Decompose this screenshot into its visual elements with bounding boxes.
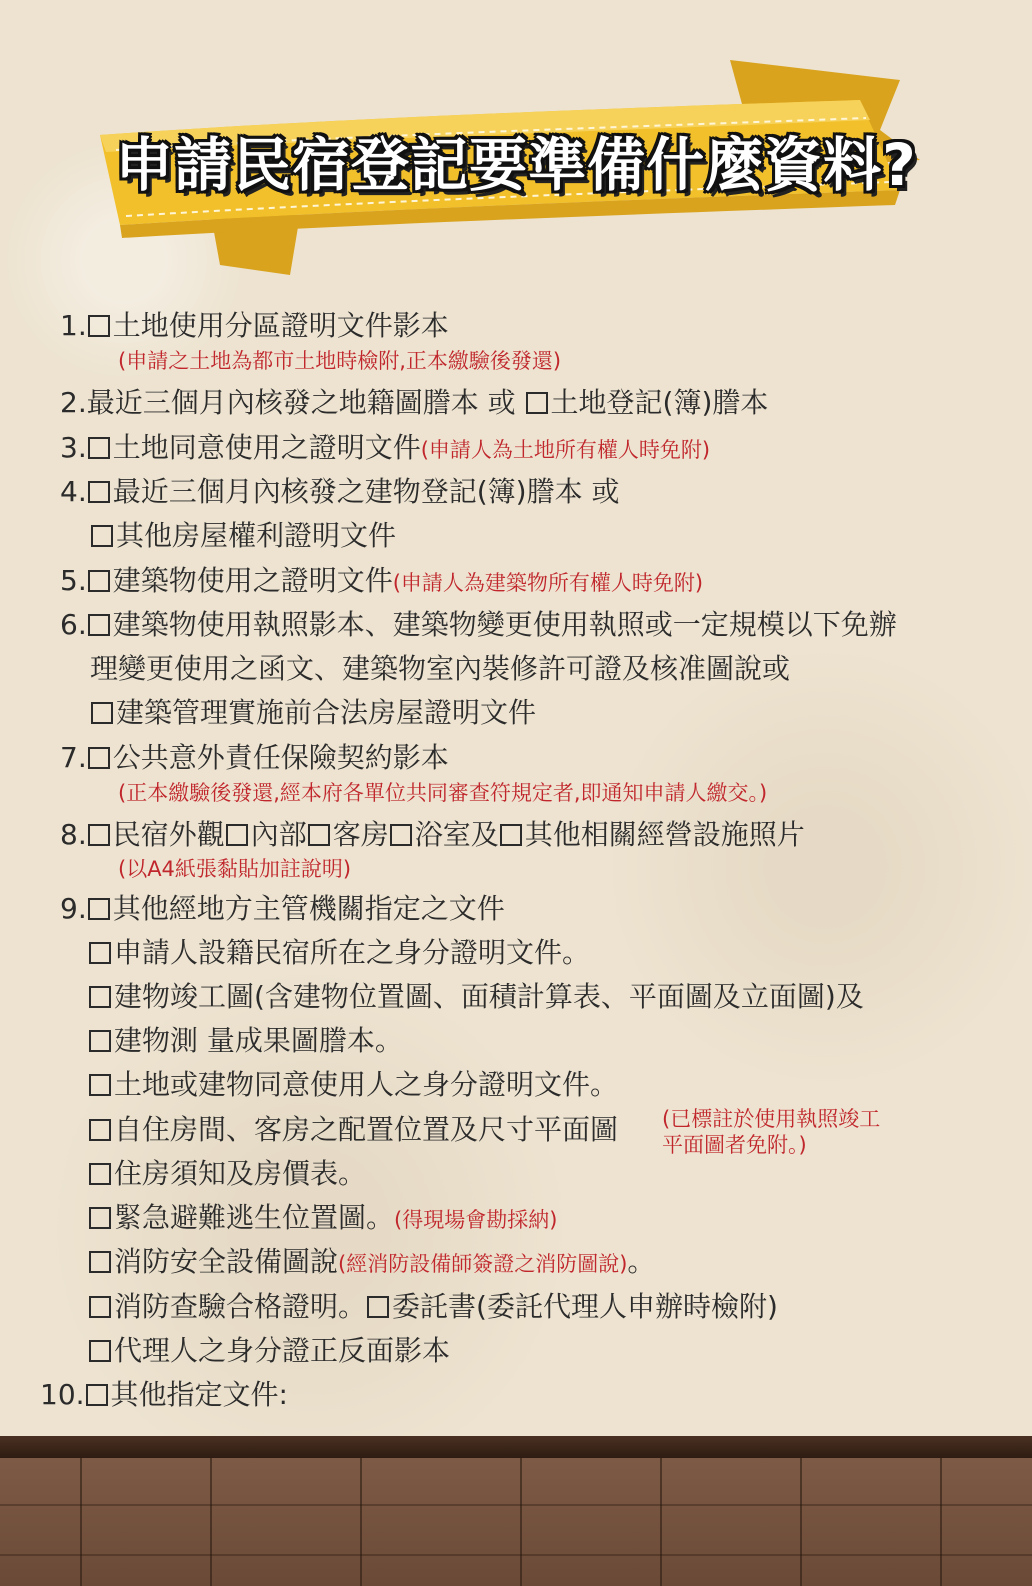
checkbox[interactable] [91,525,113,547]
item-note: (以A4紙張黏貼加註說明) [118,857,352,881]
sub-item [88,1067,618,1103]
sub-item [88,1289,778,1325]
item-number: 7. [60,741,87,774]
list-item-6-cont [90,695,536,731]
checkbox[interactable] [390,824,412,846]
item-text-cont: 理變更使用之函文、建築物室內裝修許可證及核准圖說或 [90,652,791,685]
sub-item [88,1200,557,1238]
list-item-10 [40,1377,288,1413]
item-note: (申請人為土地所有權人時免附) [420,438,711,462]
item-text: 消防安全設備圖說 [114,1245,339,1278]
checkbox[interactable] [88,570,110,592]
list-item-3 [60,430,710,468]
floor-plank-line [80,1458,82,1586]
item-text: 建築物使用執照影本、建築物變更使用執照或一定規模以下免辦 [112,608,897,641]
item-text: 其他房屋權利證明文件 [116,519,397,552]
checkbox[interactable] [86,1384,108,1406]
item-note: (經消防設備師簽證之消防圖說) [338,1252,628,1276]
item-text: 浴室及 [414,818,499,851]
item-number: 4. [60,475,87,508]
list-item-1 [60,308,449,344]
item-number: 3. [60,431,87,464]
sub-item [88,1244,655,1282]
list-item-2 [60,385,768,421]
item-text: 其他經地方主管機關指定之文件 [112,892,505,925]
checkbox[interactable] [88,898,110,920]
floor-plank-line [360,1458,362,1586]
item-text: 住房須知及房價表。 [114,1157,367,1190]
checkbox[interactable] [226,824,248,846]
wooden-floor [0,1458,1032,1586]
sub-item [88,935,590,971]
floor-edge [0,1436,1032,1458]
checkbox[interactable] [89,1030,111,1052]
floor-plank-line [520,1458,522,1586]
list-item-4 [60,474,619,510]
checkbox[interactable] [89,942,111,964]
list-item-7 [60,740,449,776]
item-text: 土地同意使用之證明文件 [112,431,421,464]
sub-item [88,1023,403,1059]
item-note: (正本繳驗後發還,經本府各單位共同審查符規定者,即通知申請人繳交。) [118,781,768,805]
checkbox[interactable] [367,1296,389,1318]
item-text: 土地使用分區證明文件影本 [112,309,449,342]
item-note [662,1106,880,1158]
floor-plank-line [940,1458,942,1586]
checkbox[interactable] [91,702,113,724]
item-text: 消防查驗合格證明。 [114,1290,367,1323]
list-item-8 [60,817,805,853]
sub-item [88,1112,618,1148]
item-number: 6. [60,608,87,641]
checkbox[interactable] [89,986,111,1008]
checkbox[interactable] [308,824,330,846]
item-note: (申請人為建築物所有權人時免附) [392,571,704,595]
item-text: 內部 [250,818,307,851]
item-text: 建物測 量成果圖謄本。 [114,1024,403,1057]
item-text: 土地登記(簿)謄本 [550,386,769,419]
item-text: 民宿外觀 [112,818,225,851]
checkbox[interactable] [500,824,522,846]
checkbox[interactable] [88,747,110,769]
item-note: (申請之土地為都市土地時檢附,正本繳驗後發還) [118,349,562,373]
item-text: 建物竣工圖(含建物位置圖、面積計算表、平面圖及立面圖)及 [114,980,864,1013]
item-number: 8. [60,818,87,851]
page-title: 申請民宿登記要準備什麼資料? [115,131,917,199]
floor-plank-line [800,1458,802,1586]
item-note-line: (已標註於使用執照竣工 [662,1107,881,1131]
item-text: 其他指定文件: [110,1378,288,1411]
checkbox[interactable] [89,1119,111,1141]
floor-seam [0,1504,1032,1506]
item-text: 自住房間、客房之配置位置及尺寸平面圖 [114,1113,619,1146]
checkbox[interactable] [526,392,548,414]
item-text: 委託書(委託代理人申辦時檢附) [392,1290,778,1323]
floor-plank-line [660,1458,662,1586]
item-text: 代理人之身分證正反面影本 [114,1334,451,1367]
checkbox[interactable] [88,614,110,636]
sub-item [88,1333,450,1369]
item-number: 9. [60,892,87,925]
item-number: 5. [60,564,87,597]
item-number: 2. [60,386,87,419]
checkbox[interactable] [88,481,110,503]
item-text: 最近三個月內核發之地籍圖謄本 或 [86,386,525,419]
list-item-6 [60,607,897,643]
checkbox[interactable] [89,1340,111,1362]
item-note: (得現場會勘採納) [394,1208,558,1232]
item-text: 最近三個月內核發之建物登記(簿)謄本 或 [112,475,620,508]
list-item-9 [60,891,505,927]
sub-item [88,1156,366,1192]
checkbox[interactable] [88,824,110,846]
checkbox[interactable] [88,315,110,337]
item-text: 公共意外責任保險契約影本 [112,741,449,774]
sub-item [88,979,864,1015]
checkbox[interactable] [88,437,110,459]
checkbox[interactable] [89,1251,111,1273]
item-text: 緊急避難逃生位置圖。 [114,1201,395,1234]
item-text: 建築管理實施前合法房屋證明文件 [116,696,537,729]
list-item-5 [60,563,703,601]
item-number: 1. [60,309,87,342]
list-item-4-cont [90,518,396,554]
item-text: 客房 [332,818,389,851]
checkbox[interactable] [89,1207,111,1229]
floor-seam [0,1554,1032,1556]
checkbox[interactable] [89,1074,111,1096]
checkbox[interactable] [89,1296,111,1318]
checkbox[interactable] [89,1163,111,1185]
item-text: 申請人設籍民宿所在之身分證明文件。 [114,936,591,969]
item-note-line: 平面圖者免附。) [662,1133,807,1157]
item-text: 。 [627,1245,656,1278]
item-number: 10. [40,1378,85,1411]
item-text: 土地或建物同意使用人之身分證明文件。 [114,1068,619,1101]
item-text: 建築物使用之證明文件 [112,564,393,597]
floor-plank-line [210,1458,212,1586]
item-text: 其他相關經營設施照片 [524,818,805,851]
